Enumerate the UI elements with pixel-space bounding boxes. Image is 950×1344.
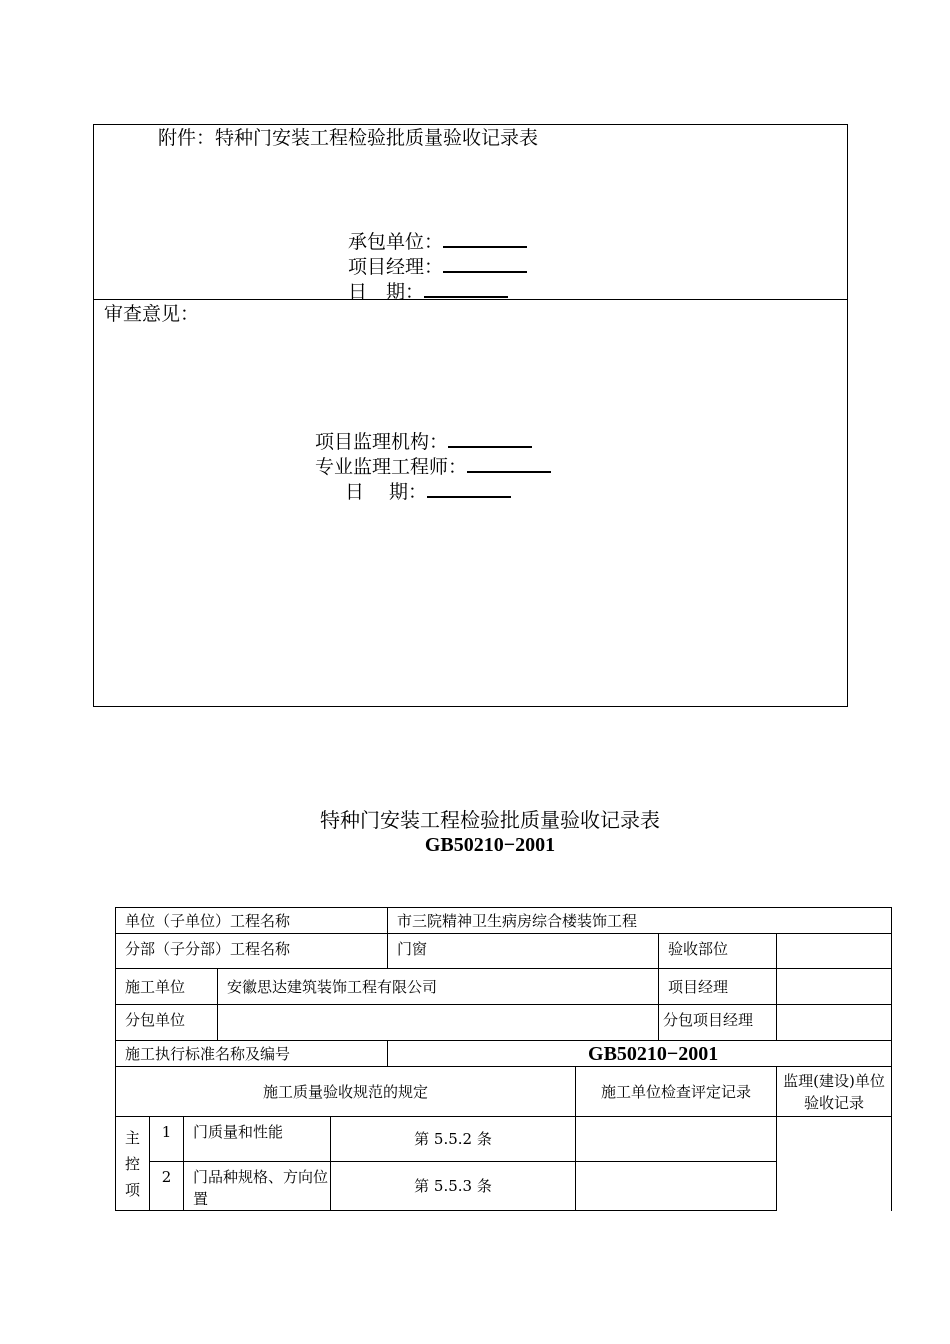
- item-no: 1: [150, 1117, 184, 1162]
- item-name: 门品种规格、方向位置: [184, 1162, 331, 1211]
- sub-project-label: 分部（子分部）工程名称: [116, 934, 388, 969]
- inspection-form-table: [115, 907, 892, 1211]
- item-no: 2: [150, 1162, 184, 1211]
- item-clause: 第 5.5.2 条: [331, 1117, 576, 1162]
- review-date-label: 日 期：: [345, 481, 428, 503]
- attachment-date-blank[interactable]: [424, 276, 508, 298]
- unit-project-label: 单位（子单位）工程名称: [116, 908, 388, 934]
- subcontract-unit-value[interactable]: [218, 1005, 659, 1041]
- supervision-record[interactable]: [777, 1117, 892, 1211]
- item-row-2: [116, 1162, 892, 1211]
- supervision-header: 监理(建设)单位验收记录: [777, 1067, 892, 1117]
- acceptance-part-label: 验收部位: [659, 934, 777, 969]
- item-check-record[interactable]: [576, 1117, 777, 1162]
- contractor-label: 承包单位：: [348, 231, 444, 253]
- check-record-header: 施工单位检查评定记录: [576, 1067, 777, 1117]
- project-manager-value[interactable]: [777, 969, 892, 1005]
- form-title: 特种门安装工程检验批质量验收记录表: [320, 808, 660, 832]
- construction-unit-label: 施工单位: [116, 969, 218, 1005]
- item-clause: 第 5.5.3 条: [331, 1162, 576, 1211]
- contractor-blank[interactable]: [443, 226, 527, 248]
- construction-unit-row: [116, 969, 892, 1005]
- attachment-date-label: 日 期：: [348, 281, 425, 303]
- main-control-char-3: 项: [124, 1180, 140, 1199]
- engineer-label: 专业监理工程师：: [315, 456, 468, 478]
- construction-unit-value[interactable]: 安徽思达建筑装饰工程有限公司: [218, 969, 659, 1005]
- item-check-record[interactable]: [576, 1162, 777, 1211]
- standard-value: GB50210−2001: [388, 1041, 892, 1067]
- engineer-blank[interactable]: [467, 451, 551, 473]
- main-control-char-1: 主: [124, 1128, 140, 1147]
- unit-project-row: [116, 908, 892, 934]
- standard-row: [116, 1041, 892, 1067]
- form-code: GB50210−2001: [424, 834, 556, 856]
- pm-blank[interactable]: [443, 251, 527, 273]
- unit-project-value[interactable]: 市三院精神卫生病房综合楼装饰工程: [388, 908, 892, 934]
- attachment-date-line: [348, 276, 508, 305]
- subcontract-row: [116, 1005, 892, 1041]
- header-row: [116, 1067, 892, 1117]
- main-control-char-2: 控: [124, 1154, 140, 1173]
- spec-header: 施工质量验收规范的规定: [116, 1067, 576, 1117]
- sub-project-value[interactable]: 门窗: [388, 934, 659, 969]
- sub-project-row: [116, 934, 892, 969]
- supervisor-org-label: 项目监理机构：: [315, 431, 449, 453]
- subcontract-unit-label: 分包单位: [116, 1005, 218, 1041]
- item-row-1: [116, 1117, 892, 1162]
- subcontract-pm-value[interactable]: [777, 1005, 892, 1041]
- pm-label: 项目经理：: [348, 256, 444, 278]
- attachment-box: [93, 124, 848, 707]
- attachment-title: 附件：特种门安装工程检验批质量验收记录表: [158, 127, 539, 149]
- main-control-label: [116, 1117, 150, 1211]
- review-date-line: [345, 476, 511, 505]
- item-name: 门质量和性能: [184, 1117, 331, 1162]
- acceptance-part-value[interactable]: [777, 934, 892, 969]
- supervisor-org-blank[interactable]: [448, 426, 532, 448]
- project-manager-label: 项目经理: [659, 969, 777, 1005]
- review-date-blank[interactable]: [427, 476, 511, 498]
- subcontract-pm-label: 分包项目经理: [659, 1005, 777, 1041]
- standard-label: 施工执行标准名称及编号: [116, 1041, 388, 1067]
- review-title: 审查意见：: [104, 303, 200, 325]
